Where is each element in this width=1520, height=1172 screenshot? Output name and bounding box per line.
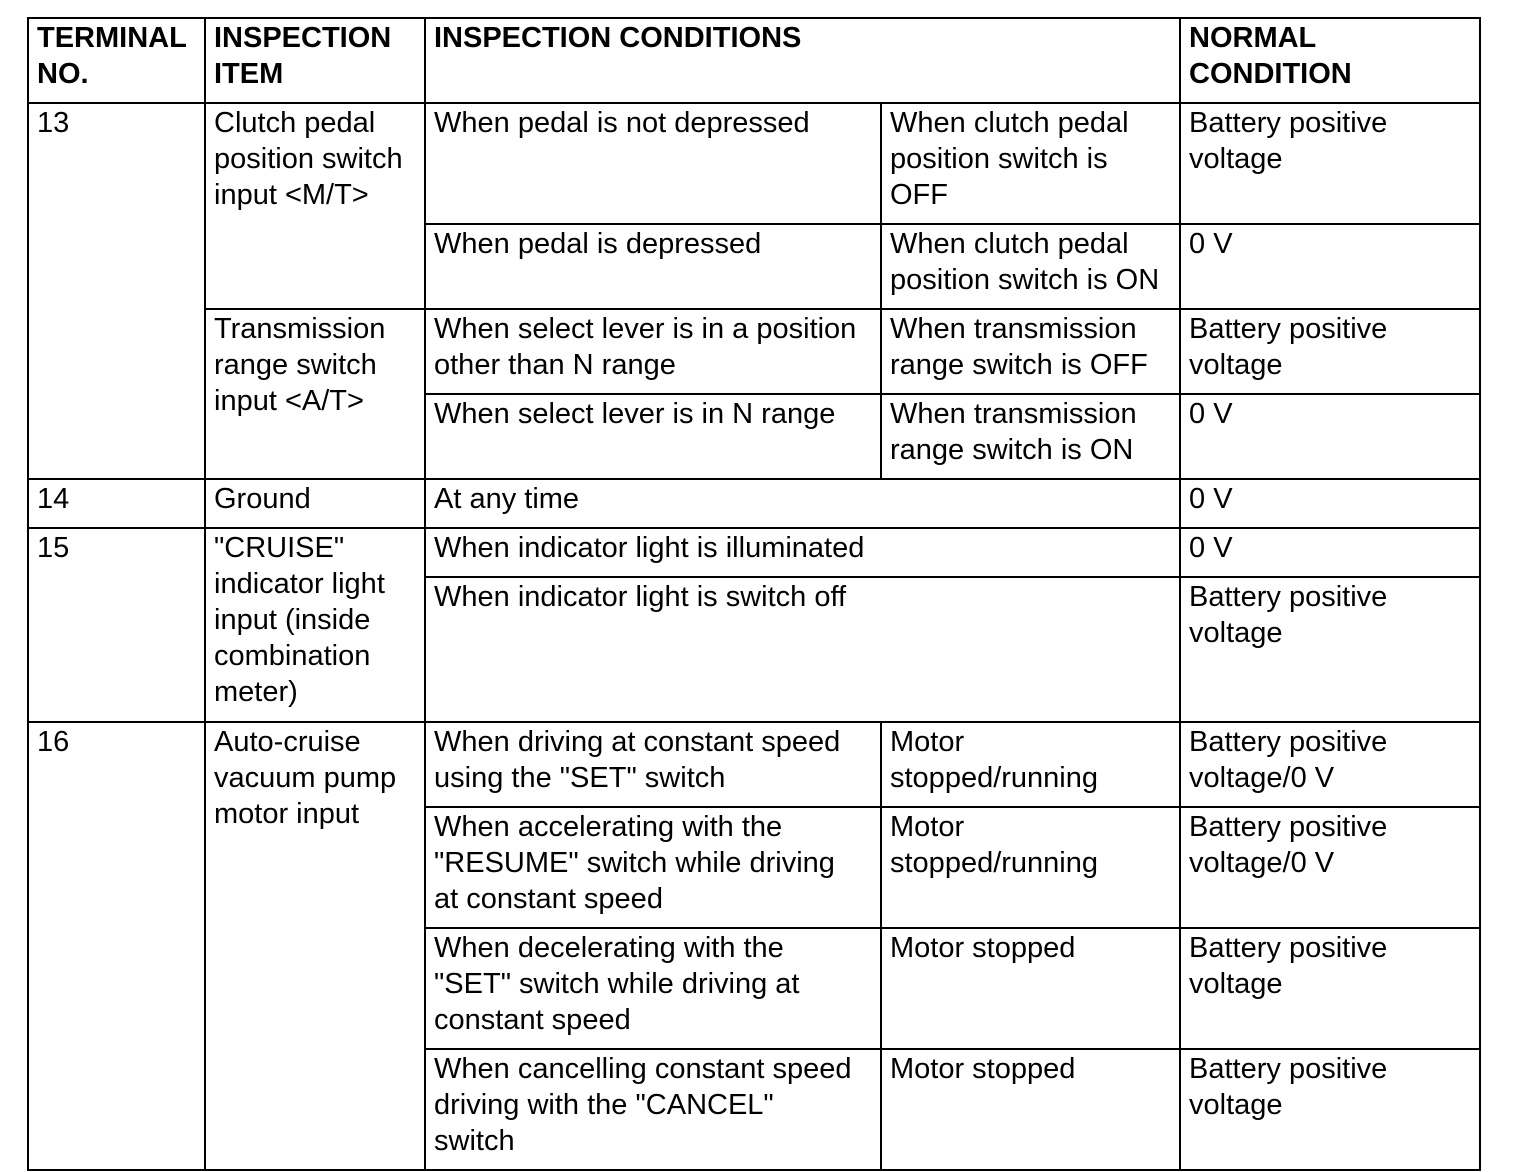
- condition-cell: When cancelling constant speed driving with the "CANCEL" switch: [425, 1049, 881, 1170]
- condition-detail-cell: Motor stopped: [881, 928, 1180, 1049]
- header-inspection-item: INSPECTION ITEM: [205, 18, 425, 103]
- condition-detail-cell: When clutch pedal position switch is ON: [881, 224, 1180, 309]
- condition-cell: When indicator light is illuminated: [425, 528, 1180, 577]
- table-row: [28, 103, 1480, 224]
- condition-cell: When accelerating with the "RESUME" switch while driving at constant speed: [425, 807, 881, 928]
- condition-cell: When pedal is not depressed: [425, 103, 881, 224]
- condition-detail-cell: When transmission range switch is OFF: [881, 309, 1180, 394]
- terminal-no-cell: 13: [28, 103, 205, 479]
- normal-condition-cell: Battery positive voltage: [1180, 1049, 1480, 1170]
- normal-condition-cell: Battery positive voltage/0 V: [1180, 722, 1480, 807]
- normal-condition-cell: 0 V: [1180, 394, 1480, 479]
- condition-detail-cell: Motor stopped/running: [881, 722, 1180, 807]
- condition-detail-cell: Motor stopped/running: [881, 807, 1180, 928]
- header-inspection-conditions: INSPECTION CONDITIONS: [425, 18, 1180, 103]
- terminal-no-cell: 15: [28, 528, 205, 722]
- terminal-no-cell: 16: [28, 722, 205, 1170]
- condition-detail-cell: Motor stopped: [881, 1049, 1180, 1170]
- table-row: [28, 722, 1480, 807]
- normal-condition-cell: 0 V: [1180, 479, 1480, 528]
- normal-condition-cell: Battery positive voltage/0 V: [1180, 807, 1480, 928]
- table-header-row: [28, 18, 1480, 103]
- condition-cell: When driving at constant speed using the "SET" switch: [425, 722, 881, 807]
- header-terminal-no: TERMINAL NO.: [28, 18, 205, 103]
- normal-condition-cell: Battery positive voltage: [1180, 928, 1480, 1049]
- condition-cell: When select lever is in a position other than N range: [425, 309, 881, 394]
- inspection-item-cell: "CRUISE" indicator light input (inside combination meter): [205, 528, 425, 722]
- table-row: [28, 479, 1480, 528]
- inspection-item-cell: Ground: [205, 479, 425, 528]
- normal-condition-cell: Battery positive voltage: [1180, 309, 1480, 394]
- condition-detail-cell: When transmission range switch is ON: [881, 394, 1180, 479]
- condition-detail-cell: When clutch pedal position switch is OFF: [881, 103, 1180, 224]
- inspection-item-cell: Clutch pedal position switch input <M/T>: [205, 103, 425, 309]
- condition-cell: At any time: [425, 479, 1180, 528]
- header-normal-condition: NORMAL CONDITION: [1180, 18, 1480, 103]
- normal-condition-cell: Battery positive voltage: [1180, 103, 1480, 224]
- normal-condition-cell: 0 V: [1180, 224, 1480, 309]
- terminal-no-cell: 14: [28, 479, 205, 528]
- condition-cell: When indicator light is switch off: [425, 577, 1180, 722]
- normal-condition-cell: Battery positive voltage: [1180, 577, 1480, 722]
- table-row: [28, 528, 1480, 577]
- condition-cell: When decelerating with the "SET" switch while driving at constant speed: [425, 928, 881, 1049]
- inspection-item-cell: Transmission range switch input <A/T>: [205, 309, 425, 479]
- condition-cell: When pedal is depressed: [425, 224, 881, 309]
- condition-cell: When select lever is in N range: [425, 394, 881, 479]
- table-row: [28, 309, 1480, 394]
- terminal-inspection-table: [27, 17, 1481, 1171]
- inspection-item-cell: Auto-cruise vacuum pump motor input: [205, 722, 425, 1170]
- normal-condition-cell: 0 V: [1180, 528, 1480, 577]
